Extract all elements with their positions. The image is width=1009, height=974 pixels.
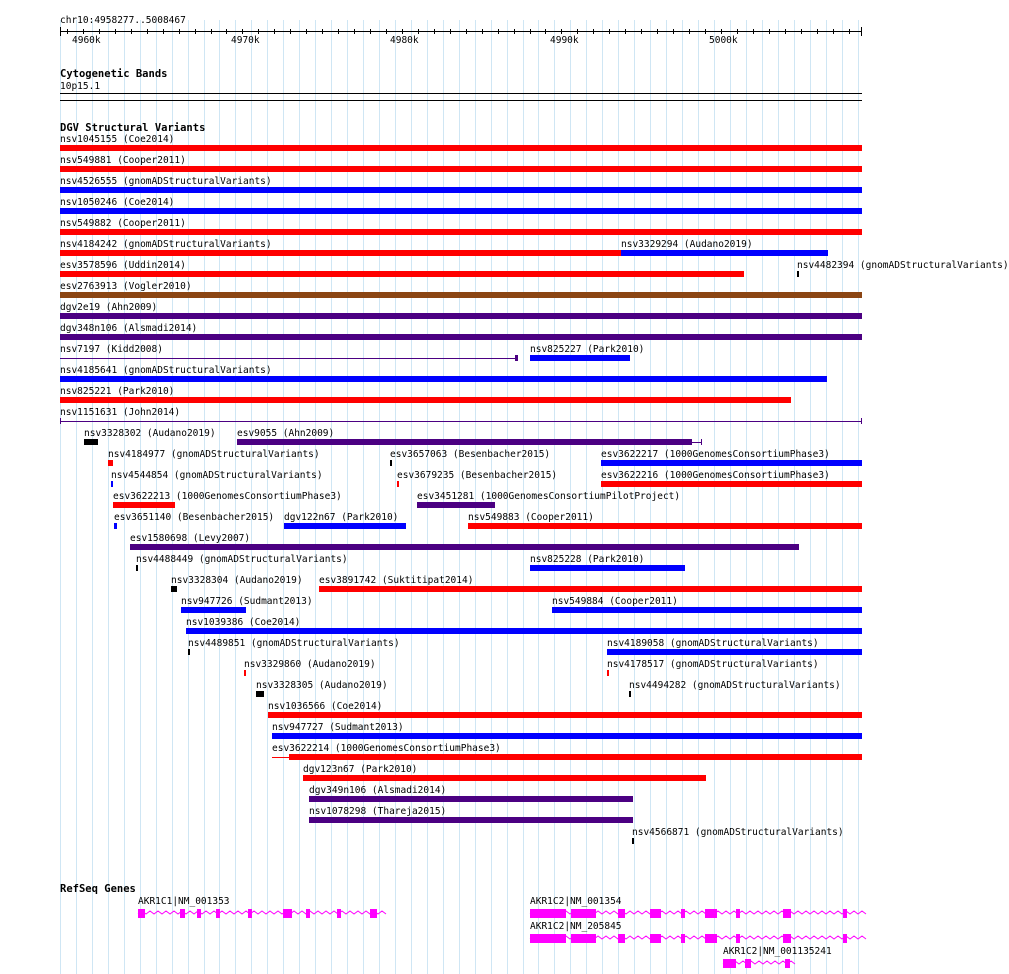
variant-label[interactable]: esv3657063 (Besenbacher2015): [390, 449, 551, 460]
exon-block: [736, 934, 740, 943]
exon-block: [283, 909, 292, 918]
exon-block: [705, 934, 717, 943]
variant-label[interactable]: nsv4189058 (gnomADStructuralVariants): [607, 638, 819, 649]
variant-bar[interactable]: [268, 712, 862, 718]
variant-bar[interactable]: [284, 523, 406, 529]
ruler-minor-tick: [577, 29, 578, 34]
ruler-minor-tick: [242, 29, 243, 34]
exon-block: [571, 934, 596, 943]
variant-bar[interactable]: [468, 523, 862, 529]
variant-label[interactable]: esv3891742 (Suktitipat2014): [319, 575, 474, 586]
variant-label[interactable]: nsv4488449 (gnomADStructuralVariants): [136, 554, 348, 565]
gene-label[interactable]: AKR1C1|NM_001353: [138, 896, 230, 907]
variant-label[interactable]: nsv4482394 (gnomADStructuralVariants): [797, 260, 1009, 271]
grid-line: [858, 20, 859, 974]
variant-connector-line: [60, 421, 862, 422]
variant-label[interactable]: dgv122n67 (Park2010): [284, 512, 399, 523]
variant-label[interactable]: nsv1050246 (Coe2014): [60, 197, 175, 208]
variant-label[interactable]: esv3622217 (1000GenomesConsortiumPhase3): [601, 449, 830, 460]
variant-bar[interactable]: [530, 565, 685, 571]
exon-block: [650, 909, 661, 918]
variant-label[interactable]: esv3622213 (1000GenomesConsortiumPhase3): [113, 491, 342, 502]
variant-bar[interactable]: [417, 502, 495, 508]
gene-model[interactable]: [530, 933, 864, 945]
ruler-minor-tick: [849, 29, 850, 34]
variant-label[interactable]: esv3622214 (1000GenomesConsortiumPhase3): [272, 743, 501, 754]
exon-block: [681, 934, 685, 943]
exon-block: [785, 959, 790, 968]
variant-bar[interactable]: [303, 775, 706, 781]
variant-bar[interactable]: [136, 565, 138, 571]
variant-label[interactable]: nsv549882 (Cooper2011): [60, 218, 186, 229]
variant-label[interactable]: nsv4184242 (gnomADStructuralVariants): [60, 239, 272, 250]
variant-label[interactable]: nsv1078298 (Thareja2015): [309, 806, 447, 817]
variant-bar[interactable]: [552, 607, 862, 613]
variant-bar[interactable]: [108, 460, 113, 466]
ruler-tick-label: 4990k: [550, 35, 579, 46]
exon-block: [337, 909, 341, 918]
ruler-tick-label: 4980k: [390, 35, 419, 46]
grid-line: [363, 20, 364, 974]
variant-bar[interactable]: [601, 481, 862, 487]
ruler-minor-tick: [625, 29, 626, 34]
ruler-tick-label: 5000k: [709, 35, 738, 46]
exon-block: [705, 909, 717, 918]
variant-label[interactable]: nsv825228 (Park2010): [530, 554, 645, 565]
ruler-minor-tick: [593, 29, 594, 34]
grid-line: [347, 20, 348, 974]
variant-bar[interactable]: [601, 460, 862, 466]
variant-bar[interactable]: [60, 145, 862, 151]
variant-bar[interactable]: [60, 376, 827, 382]
intron-line: [138, 911, 386, 914]
variant-bar[interactable]: [130, 544, 799, 550]
variant-label[interactable]: nsv4184977 (gnomADStructuralVariants): [108, 449, 320, 460]
variant-label[interactable]: esv3679235 (Besenbacher2015): [397, 470, 558, 481]
variant-label[interactable]: dgv123n67 (Park2010): [303, 764, 418, 775]
variant-bar[interactable]: [629, 691, 631, 697]
ruler-minor-tick: [673, 29, 674, 34]
exon-block: [197, 909, 201, 918]
variant-label[interactable]: nsv825221 (Park2010): [60, 386, 175, 397]
ruler-minor-tick: [306, 29, 307, 34]
variant-bar[interactable]: [188, 649, 190, 655]
exon-block: [843, 909, 847, 918]
ruler-minor-tick: [545, 29, 546, 34]
variant-label[interactable]: nsv3329860 (Audano2019): [244, 659, 376, 670]
ruler-minor-tick: [354, 29, 355, 34]
ruler-minor-tick: [115, 29, 116, 34]
variant-label[interactable]: nsv947727 (Sudmant2013): [272, 722, 404, 733]
exon-block: [650, 934, 661, 943]
variant-bar[interactable]: [60, 397, 791, 403]
variant-bar[interactable]: [244, 670, 246, 676]
gene-model[interactable]: [530, 908, 864, 920]
variant-bar[interactable]: [397, 481, 399, 487]
ruler-minor-tick: [67, 29, 68, 34]
variant-bar[interactable]: [60, 229, 862, 235]
ruler-minor-tick: [434, 29, 435, 34]
ruler-minor-tick: [290, 29, 291, 34]
variant-bar[interactable]: [60, 166, 862, 172]
gene-label[interactable]: AKR1C2|NM_001354: [530, 896, 622, 907]
variant-label[interactable]: nsv3328304 (Audano2019): [171, 575, 303, 586]
exon-block: [530, 909, 566, 918]
variant-end-tick: [701, 439, 702, 445]
variant-bar[interactable]: [111, 481, 113, 487]
ruler-end-tick: [861, 27, 862, 36]
variant-connector-line: [60, 358, 516, 359]
exon-block: [216, 909, 220, 918]
variant-label[interactable]: esv3651140 (Besenbacher2015): [114, 512, 275, 523]
gene-label[interactable]: AKR1C2|NM_205845: [530, 921, 622, 932]
variant-label[interactable]: esv3622216 (1000GenomesConsortiumPhase3): [601, 470, 830, 481]
ruler-minor-tick: [322, 29, 323, 34]
variant-bar[interactable]: [272, 733, 862, 739]
variant-bar[interactable]: [60, 292, 862, 298]
variant-bar[interactable]: [237, 439, 692, 445]
ruler-minor-tick: [721, 29, 722, 34]
ruler-minor-tick: [737, 29, 738, 34]
ruler-start-tick: [60, 27, 61, 36]
variant-bar[interactable]: [319, 586, 862, 592]
variant-label[interactable]: nsv947726 (Sudmant2013): [181, 596, 313, 607]
gene-model[interactable]: [723, 958, 792, 970]
variant-label[interactable]: nsv4185641 (gnomADStructuralVariants): [60, 365, 272, 376]
variant-connector-line: [272, 757, 290, 758]
ruler-minor-tick: [753, 29, 754, 34]
ruler-minor-tick: [386, 29, 387, 34]
cytogenetic-bands-title: Cytogenetic Bands: [60, 68, 168, 80]
ruler-minor-tick: [99, 29, 100, 34]
ruler-minor-tick: [274, 29, 275, 34]
ruler-minor-tick: [641, 29, 642, 34]
ruler-minor-tick: [226, 29, 227, 34]
variant-label[interactable]: dgv349n106 (Alsmadi2014): [309, 785, 447, 796]
variant-label[interactable]: nsv549881 (Cooper2011): [60, 155, 186, 166]
variant-bar[interactable]: [171, 586, 177, 592]
variant-bar[interactable]: [309, 796, 633, 802]
variant-bar[interactable]: [114, 523, 117, 529]
ruler-minor-tick: [418, 29, 419, 34]
ruler-tick-label: 4970k: [231, 35, 260, 46]
cyto-band-label[interactable]: 10p15.1: [60, 81, 101, 92]
ruler-minor-tick: [561, 29, 562, 34]
variant-label[interactable]: nsv1036566 (Coe2014): [268, 701, 383, 712]
variant-label[interactable]: nsv549884 (Cooper2011): [552, 596, 678, 607]
variant-bar[interactable]: [797, 271, 799, 277]
variant-label[interactable]: nsv1151631 (John2014): [60, 407, 181, 418]
variant-bar[interactable]: [181, 607, 246, 613]
variant-bar[interactable]: [113, 502, 175, 508]
variant-bar[interactable]: [309, 817, 633, 823]
ruler-minor-tick: [817, 29, 818, 34]
variant-label[interactable]: nsv7197 (Kidd2008): [60, 344, 163, 355]
ruler-minor-tick: [147, 29, 148, 34]
refseq-track-title: RefSeq Genes: [60, 883, 136, 895]
variant-label[interactable]: nsv1045155 (Coe2014): [60, 134, 175, 145]
variant-label[interactable]: dgv348n106 (Alsmadi2014): [60, 323, 198, 334]
exon-block: [618, 909, 625, 918]
exon-block: [723, 959, 736, 968]
variant-bar[interactable]: [60, 271, 744, 277]
ruler-minor-tick: [131, 29, 132, 34]
ruler-minor-tick: [163, 29, 164, 34]
exon-block: [180, 909, 185, 918]
ruler-minor-tick: [370, 29, 371, 34]
variant-bar[interactable]: [60, 208, 862, 214]
variant-label[interactable]: nsv4544854 (gnomADStructuralVariants): [111, 470, 323, 481]
exon-block: [370, 909, 377, 918]
variant-bar[interactable]: [60, 187, 862, 193]
ruler-minor-tick: [211, 29, 212, 34]
variant-label[interactable]: dgv2e19 (Ahn2009): [60, 302, 158, 313]
variant-label[interactable]: nsv3328302 (Audano2019): [84, 428, 216, 439]
variant-bar[interactable]: [60, 334, 862, 340]
gene-label[interactable]: AKR1C2|NM_001135241: [723, 946, 832, 957]
variant-bar[interactable]: [607, 670, 609, 676]
variant-label[interactable]: esv2763913 (Vogler2010): [60, 281, 192, 292]
ruler-minor-tick: [530, 29, 531, 34]
ruler-minor-tick: [514, 29, 515, 34]
variant-bar[interactable]: [621, 250, 828, 256]
variant-label[interactable]: nsv4566871 (gnomADStructuralVariants): [632, 827, 844, 838]
ruler-minor-tick: [482, 29, 483, 34]
exon-block: [843, 934, 847, 943]
variant-bar[interactable]: [516, 355, 518, 361]
ruler-minor-tick: [466, 29, 467, 34]
variant-bar[interactable]: [60, 418, 61, 424]
exon-block: [783, 909, 791, 918]
cyto-band-bottom: [60, 100, 862, 101]
exon-block: [138, 909, 145, 918]
grid-line: [379, 20, 380, 974]
variant-bar[interactable]: [530, 355, 630, 361]
ruler-minor-tick: [769, 29, 770, 34]
ruler-minor-tick: [179, 29, 180, 34]
variant-label[interactable]: esv9055 (Ahn2009): [237, 428, 335, 439]
variant-label[interactable]: nsv4178517 (gnomADStructuralVariants): [607, 659, 819, 670]
grid-line: [411, 20, 412, 974]
ruler-minor-tick: [402, 29, 403, 34]
exon-block: [745, 959, 751, 968]
variant-bar[interactable]: [256, 691, 264, 697]
variant-label[interactable]: nsv3329294 (Audano2019): [621, 239, 753, 250]
exon-block: [681, 909, 685, 918]
variant-bar[interactable]: [60, 250, 621, 256]
dgv-track-title: DGV Structural Variants: [60, 122, 206, 134]
ruler-minor-tick: [450, 29, 451, 34]
variant-label[interactable]: esv3578596 (Uddin2014): [60, 260, 186, 271]
variant-label[interactable]: nsv549883 (Cooper2011): [468, 512, 594, 523]
variant-bar[interactable]: [607, 649, 862, 655]
grid-line: [395, 20, 396, 974]
ruler-line: [60, 31, 862, 32]
gene-model[interactable]: [138, 908, 386, 920]
variant-bar[interactable]: [290, 754, 862, 760]
variant-label[interactable]: nsv3328305 (Audano2019): [256, 680, 388, 691]
ruler-minor-tick: [338, 29, 339, 34]
variant-bar[interactable]: [632, 838, 634, 844]
ruler-minor-tick: [689, 29, 690, 34]
variant-bar[interactable]: [60, 313, 862, 319]
ruler-minor-tick: [833, 29, 834, 34]
variant-label[interactable]: nsv4489851 (gnomADStructuralVariants): [188, 638, 400, 649]
exon-block: [248, 909, 252, 918]
exon-block: [736, 909, 740, 918]
ruler-minor-tick: [657, 29, 658, 34]
variant-label[interactable]: nsv4526555 (gnomADStructuralVariants): [60, 176, 272, 187]
ruler-minor-tick: [705, 29, 706, 34]
variant-label[interactable]: nsv825227 (Park2010): [530, 344, 645, 355]
variant-label[interactable]: esv1580698 (Levy2007): [130, 533, 251, 544]
exon-block: [618, 934, 625, 943]
ruler-minor-tick: [83, 29, 84, 34]
ruler-minor-tick: [498, 29, 499, 34]
variant-label[interactable]: nsv1039386 (Coe2014): [186, 617, 301, 628]
exon-block: [306, 909, 310, 918]
variant-bar[interactable]: [84, 439, 98, 445]
ruler-minor-tick: [609, 29, 610, 34]
exon-block: [571, 909, 596, 918]
coordinates-label: chr10:4958277..5008467: [60, 15, 186, 26]
cyto-band-top: [60, 93, 862, 94]
variant-end-tick: [861, 418, 862, 424]
ruler-minor-tick: [785, 29, 786, 34]
exon-block: [530, 934, 566, 943]
variant-label[interactable]: nsv4494282 (gnomADStructuralVariants): [629, 680, 841, 691]
exon-block: [783, 934, 791, 943]
ruler-minor-tick: [801, 29, 802, 34]
ruler-minor-tick: [258, 29, 259, 34]
ruler-minor-tick: [195, 29, 196, 34]
ruler-tick-label: 4960k: [72, 35, 101, 46]
variant-bar[interactable]: [390, 460, 392, 466]
variant-label[interactable]: esv3451281 (1000GenomesConsortiumPilotProject): [417, 491, 681, 502]
variant-bar[interactable]: [186, 628, 862, 634]
